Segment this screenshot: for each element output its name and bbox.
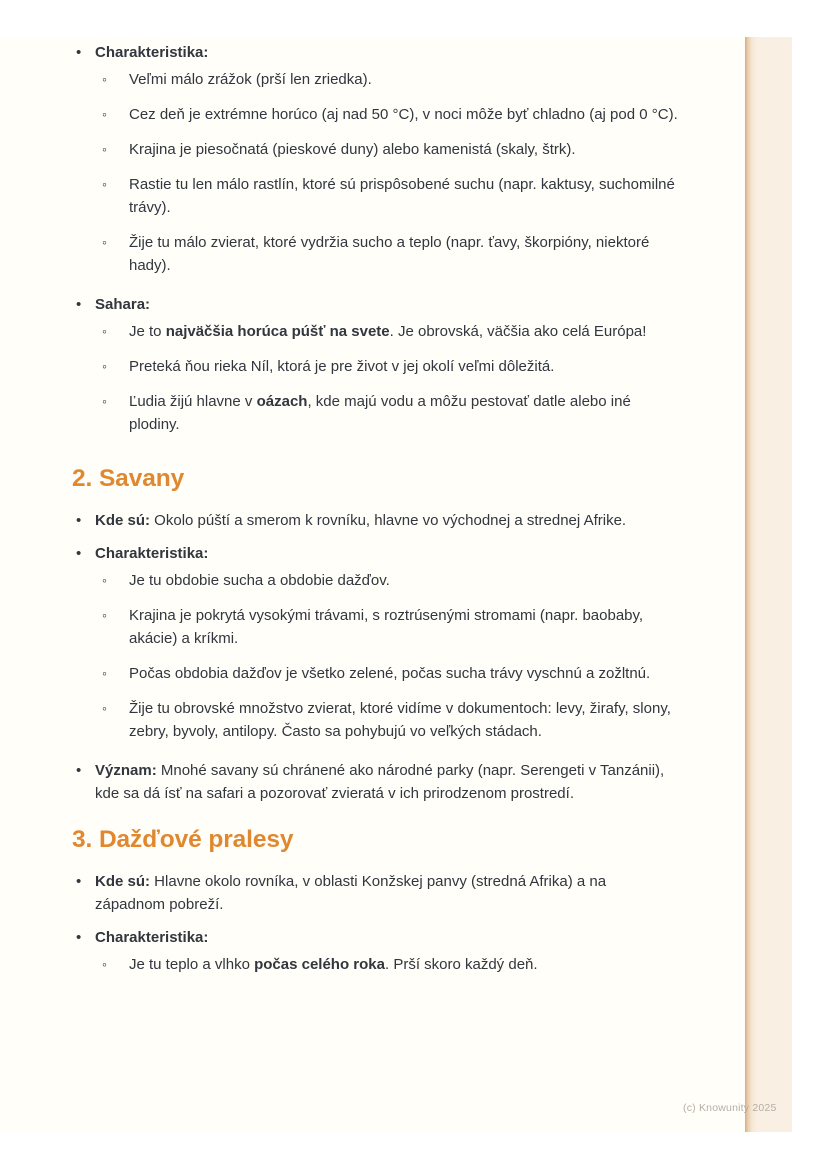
text-run: Počas obdobia dažďov je všetko zelené, počas sucha trávy vyschnú a zožltnú. <box>129 665 651 682</box>
list-item-text <box>129 323 646 340</box>
circle-bullet-icon: ◦ <box>102 141 107 157</box>
disc-bullet-icon: • <box>76 762 82 779</box>
disc-bullet-icon: • <box>76 545 82 562</box>
list-item <box>0 604 678 650</box>
circle-bullet-icon: ◦ <box>102 393 107 409</box>
text-run: oázach <box>256 393 308 410</box>
list-item <box>0 870 670 916</box>
text-run: . Je obrovská, väčšia ako celá Európa! <box>389 323 647 340</box>
text-run: , kde majú vodu a môžu pestovať datle alebo iné plodiny. <box>129 393 631 433</box>
text-run: Sahara: <box>95 296 151 313</box>
text-run: Žije tu málo zvierat, ktoré vydržia sucho a teplo (napr. ťavy, škorpióny, niektoré hady). <box>129 234 650 274</box>
list-item <box>0 509 670 532</box>
text-run: Význam: <box>95 762 157 779</box>
circle-bullet-icon: ◦ <box>102 956 107 972</box>
text-run: Hlavne okolo rovníka, v oblasti Konžskej panvy (stredná Afrika) a na západnom pobreží. <box>95 873 607 913</box>
list-item <box>0 390 678 436</box>
text-run: Charakteristika: <box>95 545 209 562</box>
circle-bullet-icon: ◦ <box>102 572 107 588</box>
list-item-text <box>129 234 649 274</box>
list-item-text <box>129 607 643 647</box>
list-item-text <box>95 44 208 61</box>
list-item <box>0 697 678 743</box>
list-item-text <box>95 762 664 802</box>
list-item-text <box>129 956 538 973</box>
text-run: Mnohé savany sú chránené ako národné parky (napr. Serengeti v Tanzánii), kde sa dá ísť na safari a pozorovať zvieratá v ich prirodzenom prostredí. <box>95 762 665 802</box>
section-heading: 3. Dažďové pralesy <box>72 826 294 853</box>
text-run: Preteká ňou rieka Níl, ktorá je pre život v jej okolí veľmi dôležitá. <box>129 358 555 375</box>
copyright-watermark: (c) Knowunity 2025 <box>683 1102 777 1114</box>
list-item-text <box>95 512 626 529</box>
list-item-text <box>95 545 208 562</box>
text-run: Cez deň je extrémne horúco (aj nad 50 °C), v noci môže byť chladno (aj pod 0 °C). <box>129 106 678 123</box>
list-item <box>0 926 670 949</box>
list-item <box>0 173 678 219</box>
text-run: Je tu obdobie sucha a obdobie dažďov. <box>129 572 390 589</box>
list-item-text <box>129 176 675 216</box>
list-item <box>0 103 678 126</box>
list-item-text <box>95 929 208 946</box>
disc-bullet-icon: • <box>76 512 82 529</box>
list-item-text <box>129 106 678 123</box>
disc-bullet-icon: • <box>76 873 82 890</box>
list-item-text <box>95 296 150 313</box>
section-heading: 2. Savany <box>72 465 185 492</box>
disc-bullet-icon: • <box>76 44 82 61</box>
list-item <box>0 138 678 161</box>
circle-bullet-icon: ◦ <box>102 323 107 339</box>
text-run: Kde sú: <box>95 512 151 529</box>
list-item <box>0 41 670 64</box>
list-item <box>0 759 670 805</box>
text-run: Rastie tu len málo rastlín, ktoré sú prispôsobené suchu (napr. kaktusy, suchomilné trávy). <box>129 176 675 216</box>
circle-bullet-icon: ◦ <box>102 607 107 623</box>
disc-bullet-icon: • <box>76 929 82 946</box>
text-run: Charakteristika: <box>95 929 209 946</box>
circle-bullet-icon: ◦ <box>102 71 107 87</box>
text-run: počas celého roka <box>254 956 385 973</box>
text-run: Okolo púští a smerom k rovníku, hlavne vo východnej a strednej Afrike. <box>150 512 627 529</box>
text-run: najväčšia horúca púšť na svete <box>165 323 390 340</box>
list-item <box>0 68 678 91</box>
list-item-text <box>95 873 606 913</box>
text-run: Je to <box>129 323 166 340</box>
list-item-text <box>129 572 390 589</box>
list-item <box>0 953 678 976</box>
text-run: Krajina je piesočnatá (pieskové duny) alebo kamenistá (skaly, štrk). <box>129 141 576 158</box>
circle-bullet-icon: ◦ <box>102 665 107 681</box>
text-run: Veľmi málo zrážok (prší len zriedka). <box>129 71 372 88</box>
list-item <box>0 542 670 565</box>
circle-bullet-icon: ◦ <box>102 106 107 122</box>
text-run: Je tu teplo a vlhko <box>129 956 255 973</box>
list-item-text <box>129 71 372 88</box>
text-run: Ľudia žijú hlavne v <box>129 393 257 410</box>
list-item <box>0 320 678 343</box>
list-item <box>0 293 670 316</box>
list-item-text <box>129 358 554 375</box>
text-run: . Prší skoro každý deň. <box>384 956 538 973</box>
circle-bullet-icon: ◦ <box>102 358 107 374</box>
circle-bullet-icon: ◦ <box>102 700 107 716</box>
disc-bullet-icon: • <box>76 296 82 313</box>
text-run: Charakteristika: <box>95 44 209 61</box>
text-run: Kde sú: <box>95 873 151 890</box>
list-item-text <box>129 665 650 682</box>
text-run: Žije tu obrovské množstvo zvierat, ktoré vidíme v dokumentoch: levy, žirafy, slony, zebry, byvoly, antilopy. Často sa pohybujú vo veľkých stádach. <box>129 700 671 740</box>
circle-bullet-icon: ◦ <box>102 176 107 192</box>
document-content <box>0 41 828 988</box>
list-item-text <box>129 141 576 158</box>
list-item <box>0 355 678 378</box>
list-item <box>0 231 678 277</box>
list-item-text <box>129 700 671 740</box>
text-run: Krajina je pokrytá vysokými trávami, s roztrúsenými stromami (napr. baobaby, akácie) a kríkmi. <box>129 607 644 647</box>
list-item <box>0 662 678 685</box>
list-item-text <box>129 393 631 433</box>
circle-bullet-icon: ◦ <box>102 234 107 250</box>
list-item <box>0 569 678 592</box>
